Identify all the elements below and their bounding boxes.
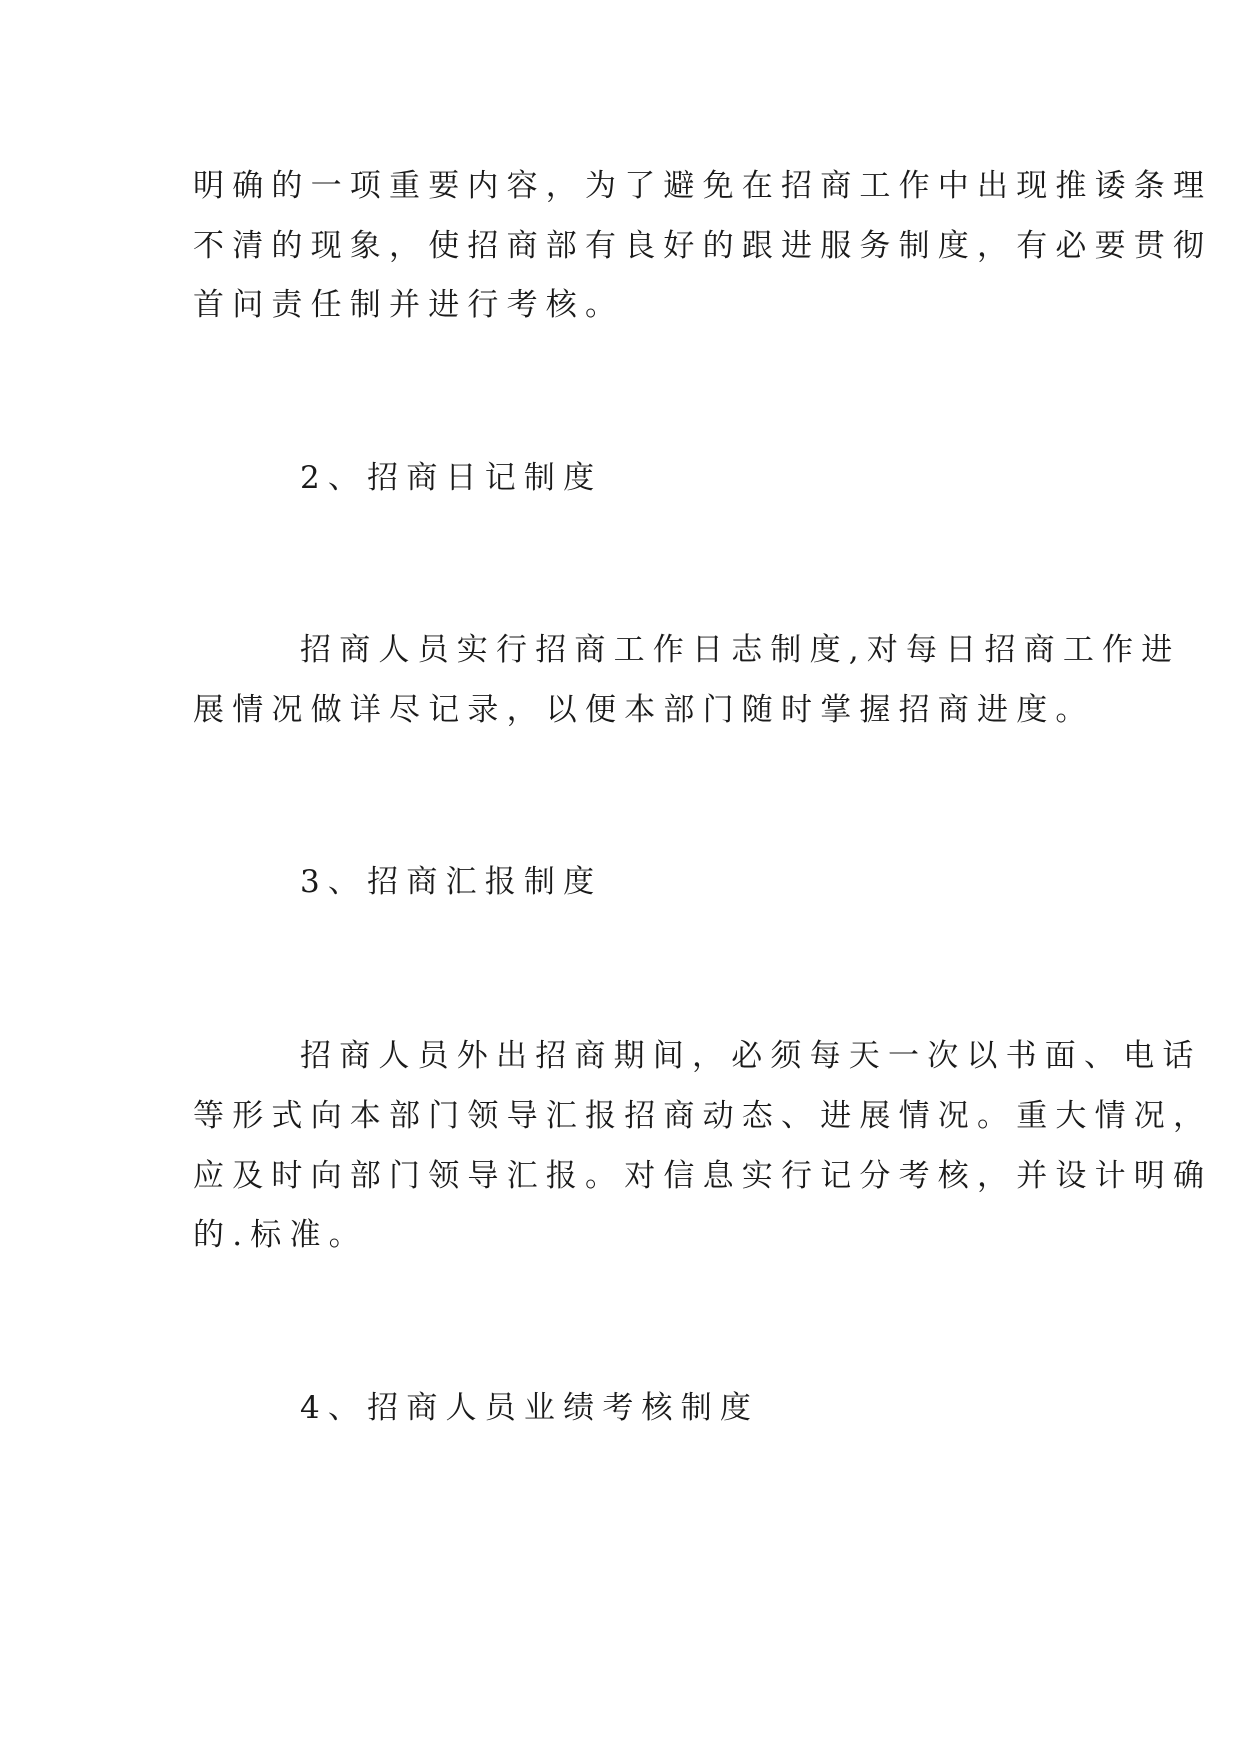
text-line: 明确的一项重要内容，为了避免在招商工作中出现推诿条理	[193, 168, 1213, 204]
text-line: 招商人员外出招商期间，必须每天一次以书面、电话	[300, 1038, 1202, 1074]
text-line: 不清的现象，使招商部有良好的跟进服务制度，有必要贯彻	[193, 228, 1213, 264]
text-line: 首问责任制并进行考核。	[193, 287, 625, 323]
section-heading-3: 3、招商汇报制度	[300, 864, 603, 900]
text-line: 招商人员实行招商工作日志制度,对每日招商工作进	[300, 632, 1181, 668]
text-line: 等形式向本部门领导汇报招商动态、进展情况。重大情况，	[193, 1098, 1213, 1134]
section-heading-2: 2、招商日记制度	[300, 460, 603, 496]
text-line: 展情况做详尽记录，以便本部门随时掌握招商进度。	[193, 692, 1095, 728]
section-heading-4: 4、招商人员业绩考核制度	[300, 1390, 760, 1426]
text-line: 的.标准。	[193, 1217, 368, 1253]
text-line: 应及时向部门领导汇报。对信息实行记分考核，并设计明确	[193, 1158, 1213, 1194]
